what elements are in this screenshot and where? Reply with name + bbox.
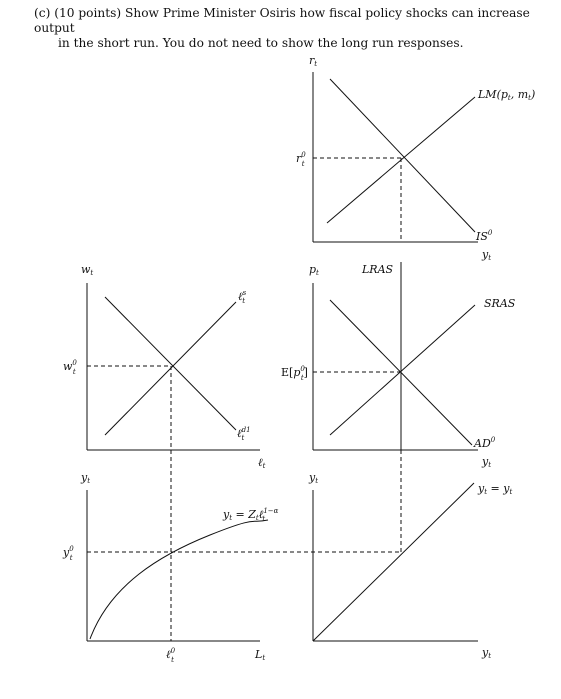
labor-demand-label: ℓ$^{d1}$ t [237,426,251,442]
y0-label: $y^0$ t [63,545,74,562]
ep0-label: $E[p^0$ t] [281,365,308,382]
sras-curve [330,305,475,435]
is-curve [330,79,475,232]
w0-label: $w^0$ t [63,359,77,376]
fortyfive-x-label: yt [482,646,492,660]
ad-label: $AD^0$ [474,436,496,450]
production-panel [62,471,401,664]
l0-label: ℓ$^0$ t [166,647,176,664]
is-lm-y-label: rt [309,54,318,68]
production-function-label: yt = Ztℓ$^{1-\alpha}$ t [223,507,279,523]
question-line-1: (c) (10 points) Show Prime Minister Osiris how fiscal policy shocks can increase output [34,6,530,35]
lras-label: LRAS [362,263,394,276]
question-line-2: in the short run. You do not need to show the long run responses. [58,36,464,50]
fortyfive-line [313,483,474,641]
production-x-label: Lt [255,648,266,662]
labor-x-label: ℓt [258,456,266,470]
sras-label: SRAS [484,297,516,310]
ad-as-panel [281,262,516,469]
is-lm-panel [296,54,535,262]
is-lm-x-label: yt [482,248,492,262]
labor-panel [63,263,266,470]
fortyfive-label: yt = yt [478,482,513,496]
is-label: $IS^0$ [476,229,493,243]
labor-y-label: wt [81,263,94,277]
fortyfive-y-label: yt [309,471,319,485]
fortyfive-panel [308,471,512,660]
production-curve [90,520,268,639]
labor-supply-label: ℓ$^s$ t [238,289,247,305]
ad-as-y-label: pt [309,263,319,277]
production-y-label: yt [81,471,91,485]
lm-label: LM(pt, mt) [478,88,536,102]
ad-as-x-label: yt [482,455,492,469]
r0-label: $r^0$ t [296,151,306,168]
